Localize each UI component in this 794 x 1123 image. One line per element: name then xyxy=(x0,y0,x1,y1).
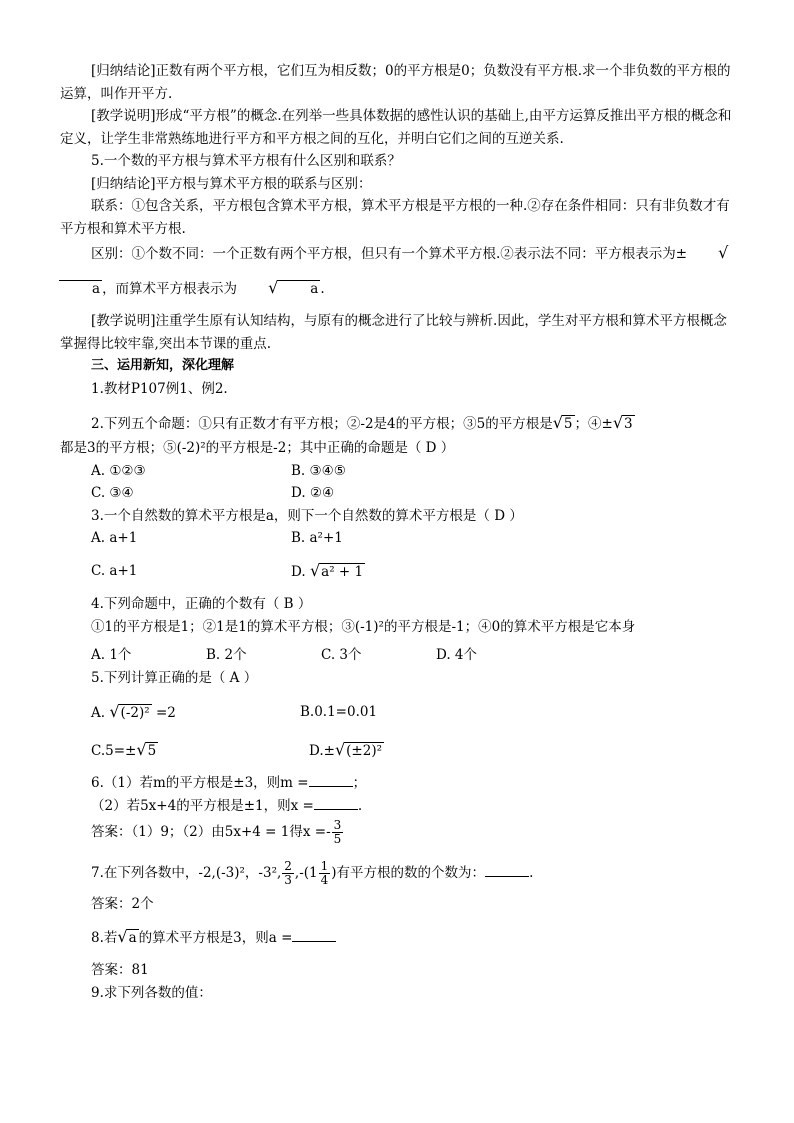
fraction-1-4: $\frac{1}{4}$ xyxy=(320,859,329,887)
conclusion-2: [归纳结论]平方根与算术平方根的联系与区别： xyxy=(91,175,372,192)
option-a: A. √(-2)² =2 xyxy=(91,702,176,721)
option-a: A. ①②③ xyxy=(91,462,146,479)
q7: 7.在下列各数中，-2,(-3)²，-3², $\frac{2}{3}$ ,-(1 $\frac{1}{4}$ )有平方根的数的个数为： . xyxy=(91,859,534,887)
q5: 5.下列计算正确的是（ A ） xyxy=(91,669,258,686)
option-b: B.0.1=0.01 xyxy=(300,704,378,720)
q5-options-row2 xyxy=(60,739,738,763)
fraction-3-5: $\frac{3}{5}$ xyxy=(333,818,342,846)
q3-options-row2 xyxy=(60,560,738,584)
q2: 2.下列五个命题：①只有正数才有平方根；②-2是4的平方根；③5的平方根是√5 ；④±√3 xyxy=(91,413,633,432)
section-heading: 三、运用新知，深化理解 xyxy=(91,358,235,373)
sqrt-3: 3 xyxy=(624,416,633,432)
q6-answer: 答案：（1）9；（2）由5x+4 = 1得x =- $\frac{3}{5}$ xyxy=(91,818,342,846)
q2-options-row1 xyxy=(60,460,738,483)
question-5-heading: 5.一个数的平方根与算术平方根有什么区别和联系？ xyxy=(91,153,401,169)
document-page xyxy=(60,60,738,1004)
option-d: D. √a² + 1 xyxy=(291,560,364,580)
option-c: C.5=±√5 xyxy=(91,739,157,759)
q1: 1.教材P107例1、例2. xyxy=(91,380,228,397)
q4-statements: ①1的平方根是1；②1是1的算术平方根；③(-1)²的平方根是-1；④0的算术平方根是它本身 xyxy=(91,618,636,635)
sqrt-5: 5 xyxy=(147,742,157,759)
teaching-note-2: [教学说明]注重学生原有认知结构，与原有的概念进行了比较与辨析.因此，学生对平方根和算术平方根概念掌握得比较牢靠,突出本节课的重点. xyxy=(60,313,727,352)
q4: 4.下列命题中，正确的个数有（ B ） xyxy=(91,596,312,612)
answer-blank[interactable] xyxy=(292,927,336,942)
q6-part2: （2）若5x+4的平方根是±1，则x = . xyxy=(60,795,738,818)
option-c: C. 3个 xyxy=(321,647,362,663)
q2-cont: 都是3的平方根；⑤(-2)²的平方根是-2；其中正确的命题是（ D ） xyxy=(60,440,455,456)
conclusion-1: [归纳结论]正数有两个平方根，它们互为相反数；0的平方根是0；负数没有平方根.求一个非负数的平方根的运算，叫作开平方. xyxy=(60,63,731,102)
option-b: B. 2个 xyxy=(206,647,247,663)
option-d: D.±√(±2)² xyxy=(309,739,383,759)
q3-options-row1 xyxy=(60,527,738,550)
option-c: C. ③④ xyxy=(91,485,134,501)
difference-text: 区别：①个数不同：一个正数有两个平方根，但只有一个算术平方根.②表示法不同：平方根表示为± √a ，而算术平方根表示为 √ a . xyxy=(60,236,738,306)
fraction-2-3: $\frac{2}{3}$ xyxy=(284,859,292,887)
option-a: A. a+1 xyxy=(91,530,138,546)
sqrt-5: 5 xyxy=(563,416,573,432)
q4-options xyxy=(60,644,738,667)
q8: 8.若√a 的算术平方根是3，则a = xyxy=(60,926,738,950)
answer-blank[interactable] xyxy=(485,862,529,877)
relation-text: 联系：①包含关系，平方根包含算术平方根，算术平方根是平方根的一种.②存在条件相同：只有非负数才有平方根和算术平方根. xyxy=(60,198,730,237)
option-d: D. ②④ xyxy=(291,485,335,501)
q9: 9.求下列各数的值： xyxy=(91,984,212,1001)
sqrt-a: a xyxy=(128,929,137,946)
sqrt-a: a xyxy=(59,280,102,297)
option-b: B. ③④⑤ xyxy=(291,462,346,479)
q2-options-row2 xyxy=(60,482,738,505)
q7-answer: 答案：2个 xyxy=(91,896,154,912)
teaching-note-1: [教学说明]形成“平方根”的概念.在列举一些具体数据的感性认识的基础上,由平方运算反推出平方根的概念和定义，让学生非常熟练地进行平方和平方根之间的互化，并明白它们之间的互逆关系. xyxy=(60,108,732,147)
option-a: A. 1个 xyxy=(91,647,132,663)
sqrt-pm2-squared: (±2)² xyxy=(346,742,383,759)
sqrt-neg2-squared: (-2)² xyxy=(120,705,150,721)
option-b: B. a²+1 xyxy=(291,530,343,546)
q8-answer: 答案：81 xyxy=(91,962,149,978)
q6-part1: 6.（1）若m的平方根是±3，则m = ； xyxy=(60,772,738,795)
answer-blank[interactable] xyxy=(309,772,353,787)
option-d: D. 4个 xyxy=(436,647,478,663)
q5-options-row1 xyxy=(60,701,738,725)
sqrt-a2-plus-1: a² + 1 xyxy=(321,563,364,580)
q3: 3.一个自然数的算术平方根是a，则下一个自然数的算术平方根是（ D ） xyxy=(91,507,523,524)
answer-blank[interactable] xyxy=(314,795,358,810)
sqrt-a: a xyxy=(277,280,320,297)
option-c: C. a+1 xyxy=(91,562,138,579)
